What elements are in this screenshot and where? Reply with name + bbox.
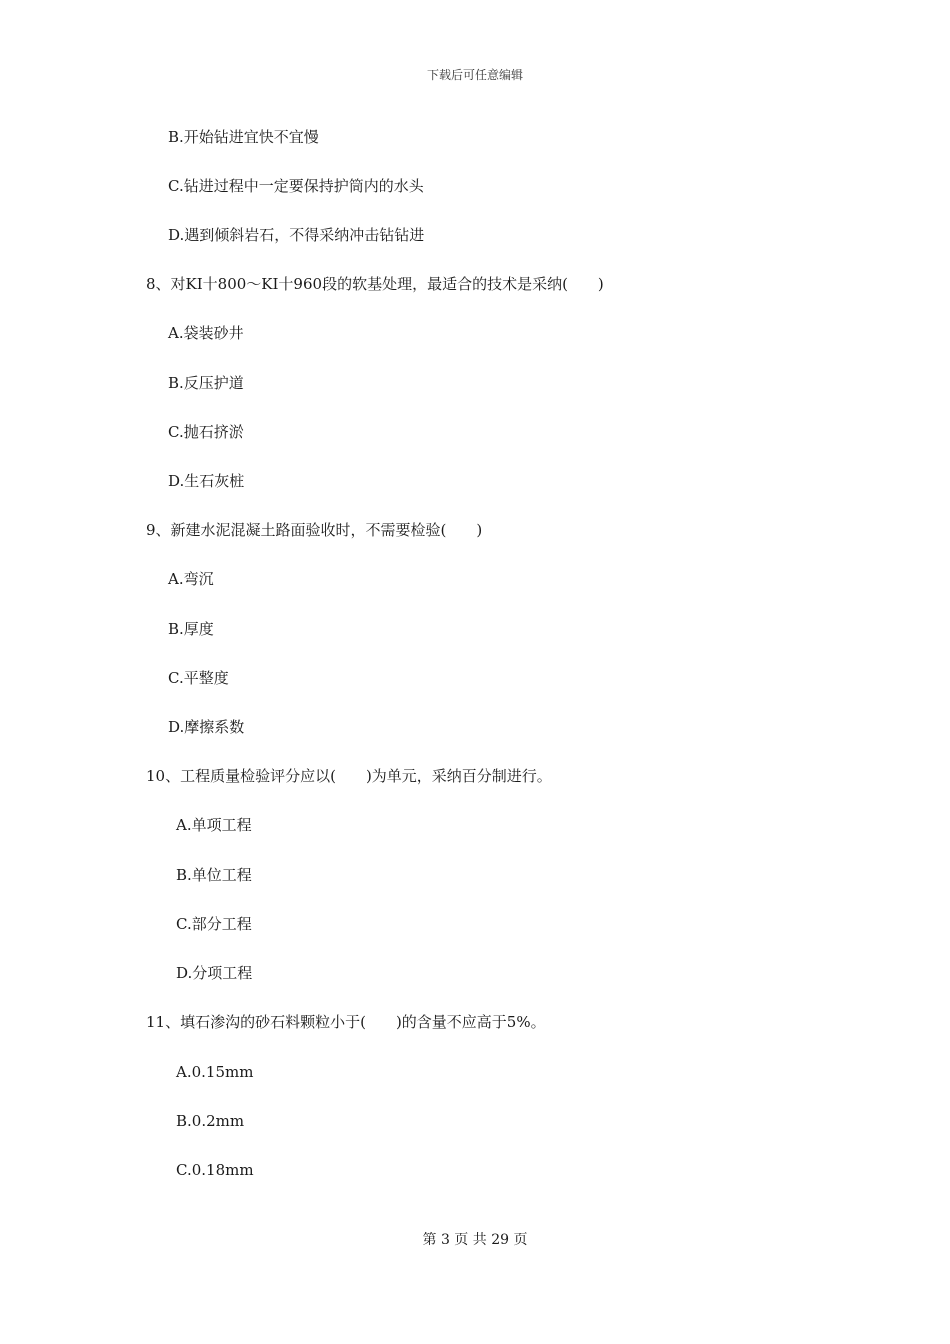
q8-option-a: A.袋装砂井: [168, 324, 244, 342]
q7-option-b: B.开始钻进宜快不宜慢: [168, 128, 319, 146]
q8-option-b: B.反压护道: [168, 374, 244, 392]
q10-option-a: A.单项工程: [176, 816, 252, 834]
q9-option-a: A.弯沉: [168, 570, 214, 588]
q10-option-d: D.分项工程: [176, 964, 253, 982]
q10-option-b: B.单位工程: [176, 866, 252, 884]
q7-option-c: C.钻进过程中一定要保持护筒内的水头: [168, 177, 424, 195]
q8-option-d: D.生石灰桩: [168, 472, 245, 490]
q10-stem: 10、工程质量检验评分应以( )为单元，采纳百分制进行。: [146, 767, 552, 785]
q7-option-d: D.遇到倾斜岩石，不得采纳冲击钻钻进: [168, 226, 425, 244]
q8-option-c: C.抛石挤淤: [168, 423, 244, 441]
q8-stem: 8、对KI十800～KI十960段的软基处理，最适合的技术是采纳( ): [146, 275, 604, 293]
q9-stem: 9、新建水泥混凝土路面验收时，不需要检验( ): [146, 521, 483, 539]
q10-option-c: C.部分工程: [176, 915, 252, 933]
page-number: 第 3 页 共 29 页: [422, 1232, 528, 1248]
q11-option-c: C.0.18mm: [176, 1161, 254, 1179]
q11-option-b: B.0.2mm: [176, 1112, 245, 1130]
q9-option-b: B.厚度: [168, 620, 214, 638]
page-header: 下载后可任意编辑: [426, 68, 523, 82]
q11-stem: 11、填石渗沟的砂石料颗粒小于( )的含量不应高于5%。: [146, 1013, 546, 1031]
q11-option-a: A.0.15mm: [176, 1063, 254, 1081]
q9-option-c: C.平整度: [168, 669, 229, 687]
q9-option-d: D.摩擦系数: [168, 718, 245, 736]
